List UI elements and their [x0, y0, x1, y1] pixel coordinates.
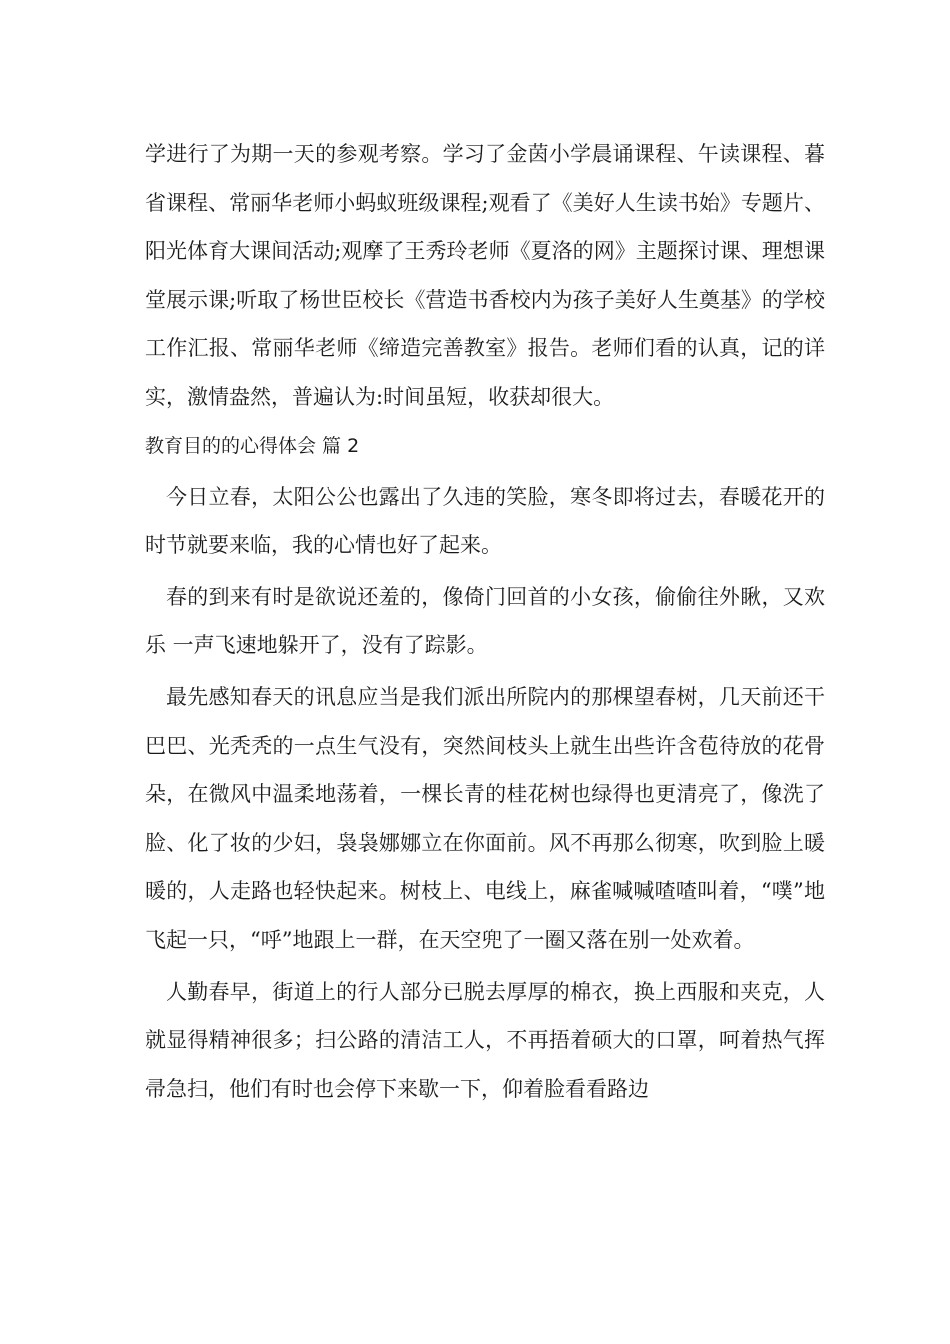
body-paragraph: 人勤春早，街道上的行人部分已脱去厚厚的棉衣，换上西服和夹克，人就显得精神很多；扫公路的清洁工人，不再捂着硕大的口罩，呵着热气挥帚急扫，他们有时也会停下来歇一下，仰着脸看看路边: [145, 979, 825, 1101]
body-paragraph: 学进行了为期一天的参观考察。学习了金茵小学晨诵课程、午读课程、暮省课程、常丽华老师小蚂蚁班级课程;观看了《美好人生读书始》专题片、阳光体育大课间活动;观摩了王秀玲老师《夏洛的网》主题探讨课、理想课堂展示课;听取了杨世臣校长《营造书香校内为孩子美好人生奠基》的学校工作汇报、常丽华老师《缔造完善教室》报告。老师们看的认真，记的详实，激情盎然，普遍认为:时间虽短，收获却很大。: [145, 142, 825, 409]
document-body: [145, 130, 825, 1113]
section-heading: 教育目的的心得体会 篇 2: [145, 434, 360, 457]
body-paragraph: 最先感知春天的讯息应当是我们派出所院内的那棵望春树，几天前还干巴巴、光秃秃的一点生气没有，突然间枝头上就生出些许含苞待放的花骨朵，在微风中温柔地荡着，一棵长青的桂花树也绿得也更清亮了，像洗了脸、化了妆的少妇，袅袅娜娜立在你面前。风不再那么彻寒，吹到脸上暖暖的，人走路也轻快起来。树枝上、电线上，麻雀喊喊喳喳叫着，“噗”地飞起一只，“呼”地跟上一群，在天空兜了一圈又落在别一处欢着。: [145, 684, 825, 952]
body-paragraph: 春的到来有时是欲说还羞的，像倚门回首的小女孩，偷偷往外瞅，又欢乐 一声飞速地躲开了，没有了踪影。: [145, 584, 825, 658]
body-paragraph: 今日立春，太阳公公也露出了久违的笑脸，寒冬即将过去，春暖花开的时节就要来临，我的心情也好了起来。: [145, 484, 825, 558]
